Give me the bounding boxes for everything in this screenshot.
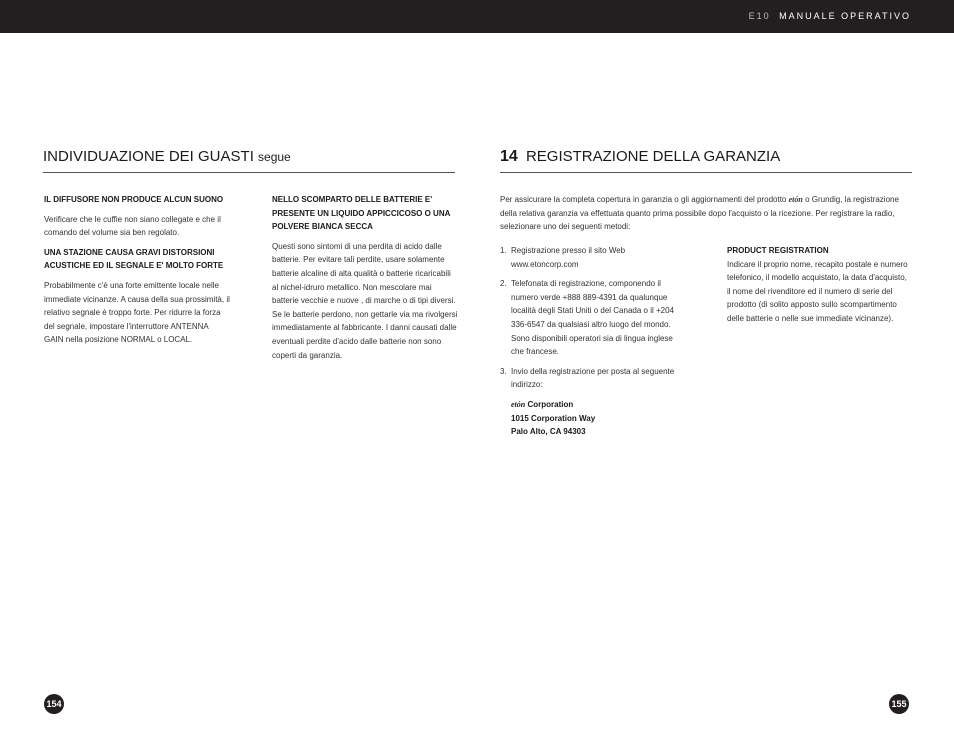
brand-logo: etón bbox=[788, 195, 803, 204]
left-column-1 bbox=[44, 193, 230, 353]
list-item bbox=[500, 365, 680, 392]
page-number-right: 155 bbox=[889, 694, 909, 714]
manual-title: MANUALE OPERATIVO bbox=[779, 11, 911, 21]
left-heading-rule bbox=[43, 172, 455, 173]
paragraph: Questi sono sintomi di una perdita di acido dalle batterie. Per evitare tali perdite, usare solamente batterie alcaline di alta qualità o batterie ricaricabili al nichel-idruro metallico. Non mescolare mai batterie vecchie e nuove , di marche o di tipi diversi. Se le batterie perdono, non gettarle via ma rivolgersi immediatamente al fabbricante. I danni causati dalle eventuali perdite d'acido dalle batterie non sono coperti da garanzia. bbox=[272, 241, 458, 360]
section-number: 14 bbox=[500, 148, 518, 165]
heading-text: INDIVIDUAZIONE DEI GUASTI bbox=[43, 148, 254, 165]
header-bar bbox=[0, 0, 954, 33]
heading-text: REGISTRAZIONE DELLA GARANZIA bbox=[525, 148, 781, 165]
list-text: Invio della registrazione per posta al seguente indirizzo: bbox=[511, 366, 675, 390]
section-heading: NELLO SCOMPARTO DELLE BATTERIE E' PRESENTE UN LIQUIDO APPICCICOSO O UNA POLVERE BIANCA SECCA bbox=[272, 195, 451, 232]
address-brand: etón bbox=[511, 399, 526, 409]
intro-text-before: Per assicurare la completa copertura in garanzia o gli aggiornamenti del prodotto bbox=[500, 195, 787, 204]
section-heading: UNA STAZIONE CAUSA GRAVI DISTORSIONI ACUSTICHE ED IL SEGNALE E' MOLTO FORTE bbox=[44, 247, 224, 271]
list-item bbox=[500, 277, 680, 359]
intro-text-after: o Grundig, la registrazione della relativa garanzia va effettuata quanto prima possibile dopo l'acquisto o la ricezione. Per registrare la radio, selezionare uno dei seguenti metodi: bbox=[500, 195, 899, 232]
paragraph: Verificare che le cuffie non siano collegate e che il comando del volume sia ben regolato. bbox=[44, 214, 221, 238]
paragraph: Probabilmente c'è una forte emittente locale nelle immediate vicinanze. A causa della sua prossimità, il relativo segnale è troppo forte. Per ridurre la forza del segnale, impostare l'interruttore ANTENNA GAIN nella posizione NORMAL o LOCAL. bbox=[44, 280, 230, 345]
right-heading-rule bbox=[500, 172, 912, 173]
list-number: 1. bbox=[500, 246, 507, 255]
model-label: E10 bbox=[748, 11, 771, 21]
intro-paragraph bbox=[500, 193, 910, 240]
list-text: Telefonata di registrazione, componendo il numero verde +888 889-4391 da qualunque località degli Stati Uniti o del Canada o il +204 336-6547 da qualsiasi altro luogo del mondo. Sono disponibili operatori sia di lingua inglese che francese. bbox=[511, 279, 674, 357]
product-registration-heading: PRODUCT REGISTRATION bbox=[727, 246, 829, 255]
page-number-left: 154 bbox=[44, 694, 64, 714]
list-text: Registrazione presso il sito Web www.etoncorp.com bbox=[511, 246, 626, 269]
section-heading: IL DIFFUSORE NON PRODUCE ALCUN SUONO bbox=[44, 195, 224, 204]
heading-sub: segue bbox=[258, 150, 291, 164]
left-page-heading bbox=[43, 148, 291, 165]
header-title bbox=[749, 11, 911, 21]
address-company: Corporation bbox=[527, 399, 574, 409]
right-page-heading bbox=[500, 148, 780, 166]
mailing-address bbox=[500, 398, 680, 439]
product-registration bbox=[727, 244, 911, 332]
left-column-2 bbox=[272, 193, 458, 368]
address-street: 1015 Corporation Way bbox=[511, 413, 596, 423]
list-number: 2. bbox=[500, 279, 507, 289]
list-item bbox=[500, 244, 680, 271]
address-city: Palo Alto, CA 94303 bbox=[511, 427, 586, 437]
registration-methods bbox=[500, 244, 680, 439]
methods-list bbox=[500, 244, 680, 392]
list-number: 3. bbox=[500, 366, 507, 376]
product-registration-text: Indicare il proprio nome, recapito postale e numero telefonico, il modello acquistato, la data d'acquisto, il nome del rivenditore ed il numero di serie del prodotto (di solito apposto sullo scompartimento delle batterie o nelle sue immediate vicinanze). bbox=[727, 259, 908, 323]
